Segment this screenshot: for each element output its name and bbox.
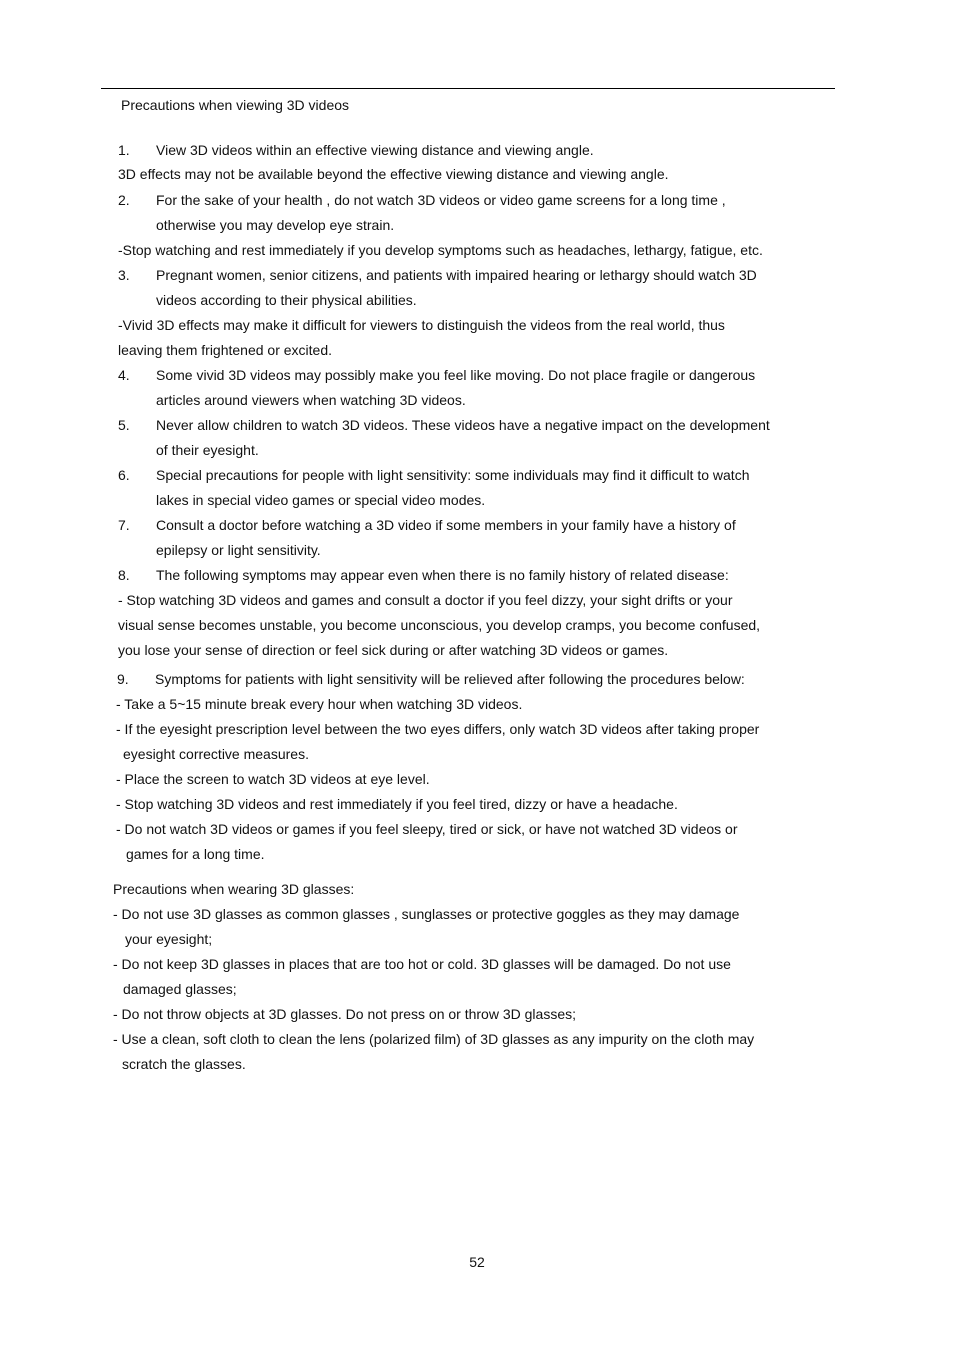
procedure-4: - Stop watching 3D videos and rest immediately if you feel tired, dizzy or have a headache.	[116, 796, 678, 812]
item-7-text-line2: epilepsy or light sensitivity.	[156, 542, 321, 558]
item-8-number: 8.	[118, 567, 130, 583]
item-6-number: 6.	[118, 467, 130, 483]
section-title-glasses: Precautions when wearing 3D glasses:	[113, 881, 355, 897]
note-8-text-line2: visual sense becomes unstable, you become unconscious, you develop cramps, you become confused,	[118, 617, 761, 633]
item-9-number: 9.	[117, 671, 129, 687]
header-rule	[101, 88, 835, 89]
item-3-text-line1: Pregnant women, senior citizens, and patients with impaired hearing or lethargy should watch 3D	[156, 267, 757, 283]
page-number: 52	[469, 1254, 485, 1270]
glasses-precaution-2-line1: - Do not keep 3D glasses in places that are too hot or cold. 3D glasses will be damaged. Do not use	[113, 956, 731, 972]
glasses-precaution-4-line2: scratch the glasses.	[122, 1056, 246, 1072]
procedure-2-line1: - If the eyesight prescription level between the two eyes differs, only watch 3D videos after taking proper	[116, 721, 760, 737]
item-3-text-line2: videos according to their physical abilities.	[156, 292, 417, 308]
item-5-text-line1: Never allow children to watch 3D videos. These videos have a negative impact on the development	[156, 417, 770, 433]
item-4-text-line2: articles around viewers when watching 3D videos.	[156, 392, 466, 408]
item-2-number: 2.	[118, 192, 130, 208]
item-7-text-line1: Consult a doctor before watching a 3D video if some members in your family have a history of	[156, 517, 736, 533]
glasses-precaution-4-line1: - Use a clean, soft cloth to clean the lens (polarized film) of 3D glasses as any impurity on the cloth may	[113, 1031, 755, 1047]
item-4-text-line1: Some vivid 3D videos may possibly make you feel like moving. Do not place fragile or dangerous	[156, 367, 756, 383]
note-3-text-line2: leaving them frightened or excited.	[118, 342, 333, 358]
procedure-3: - Place the screen to watch 3D videos at eye level.	[116, 771, 430, 787]
glasses-precaution-2-line2: damaged glasses;	[123, 981, 237, 997]
item-3-number: 3.	[118, 267, 130, 283]
item-1-text: View 3D videos within an effective viewing distance and viewing angle.	[156, 142, 594, 158]
item-4-number: 4.	[118, 367, 130, 383]
section-title-viewing: Precautions when viewing 3D videos	[121, 97, 350, 113]
glasses-precaution-1-line2: your eyesight;	[125, 931, 213, 947]
item-6-text-line1: Special precautions for people with light sensitivity: some individuals may find it difficult to watch	[156, 467, 750, 483]
procedure-5-line2: games for a long time.	[126, 846, 265, 862]
note-1-text: 3D effects may not be available beyond the effective viewing distance and viewing angle.	[118, 166, 669, 182]
item-6-text-line2: lakes in special video games or special video modes.	[156, 492, 486, 508]
item-1-number: 1.	[118, 142, 130, 158]
item-2-text-line2: otherwise you may develop eye strain.	[156, 217, 395, 233]
note-8-text-line1: - Stop watching 3D videos and games and consult a doctor if you feel dizzy, your sight drifts or your	[118, 592, 733, 608]
procedure-2-line2: eyesight corrective measures.	[123, 746, 309, 762]
glasses-precaution-3: - Do not throw objects at 3D glasses. Do not press on or throw 3D glasses;	[113, 1006, 576, 1022]
note-8-text-line3: you lose your sense of direction or feel sick during or after watching 3D videos or games.	[118, 642, 669, 658]
item-7-number: 7.	[118, 517, 130, 533]
item-2-text-line1: For the sake of your health , do not watch 3D videos or video game screens for a long time ,	[156, 192, 726, 208]
procedure-5-line1: - Do not watch 3D videos or games if you feel sleepy, tired or sick, or have not watched 3D videos or	[116, 821, 738, 837]
note-2-text: -Stop watching and rest immediately if you develop symptoms such as headaches, lethargy, fatigue, etc.	[118, 242, 763, 258]
note-3-text-line1: -Vivid 3D effects may make it difficult for viewers to distinguish the videos from the real world, thus	[118, 317, 725, 333]
item-9-text: Symptoms for patients with light sensitivity will be relieved after following the procedures below:	[155, 671, 745, 687]
procedure-1: - Take a 5~15 minute break every hour when watching 3D videos.	[116, 696, 523, 712]
glasses-precaution-1-line1: - Do not use 3D glasses as common glasses , sunglasses or protective goggles as they may damage	[113, 906, 740, 922]
item-5-text-line2: of their eyesight.	[156, 442, 259, 458]
item-8-text: The following symptoms may appear even when there is no family history of related disease:	[156, 567, 729, 583]
item-5-number: 5.	[118, 417, 130, 433]
